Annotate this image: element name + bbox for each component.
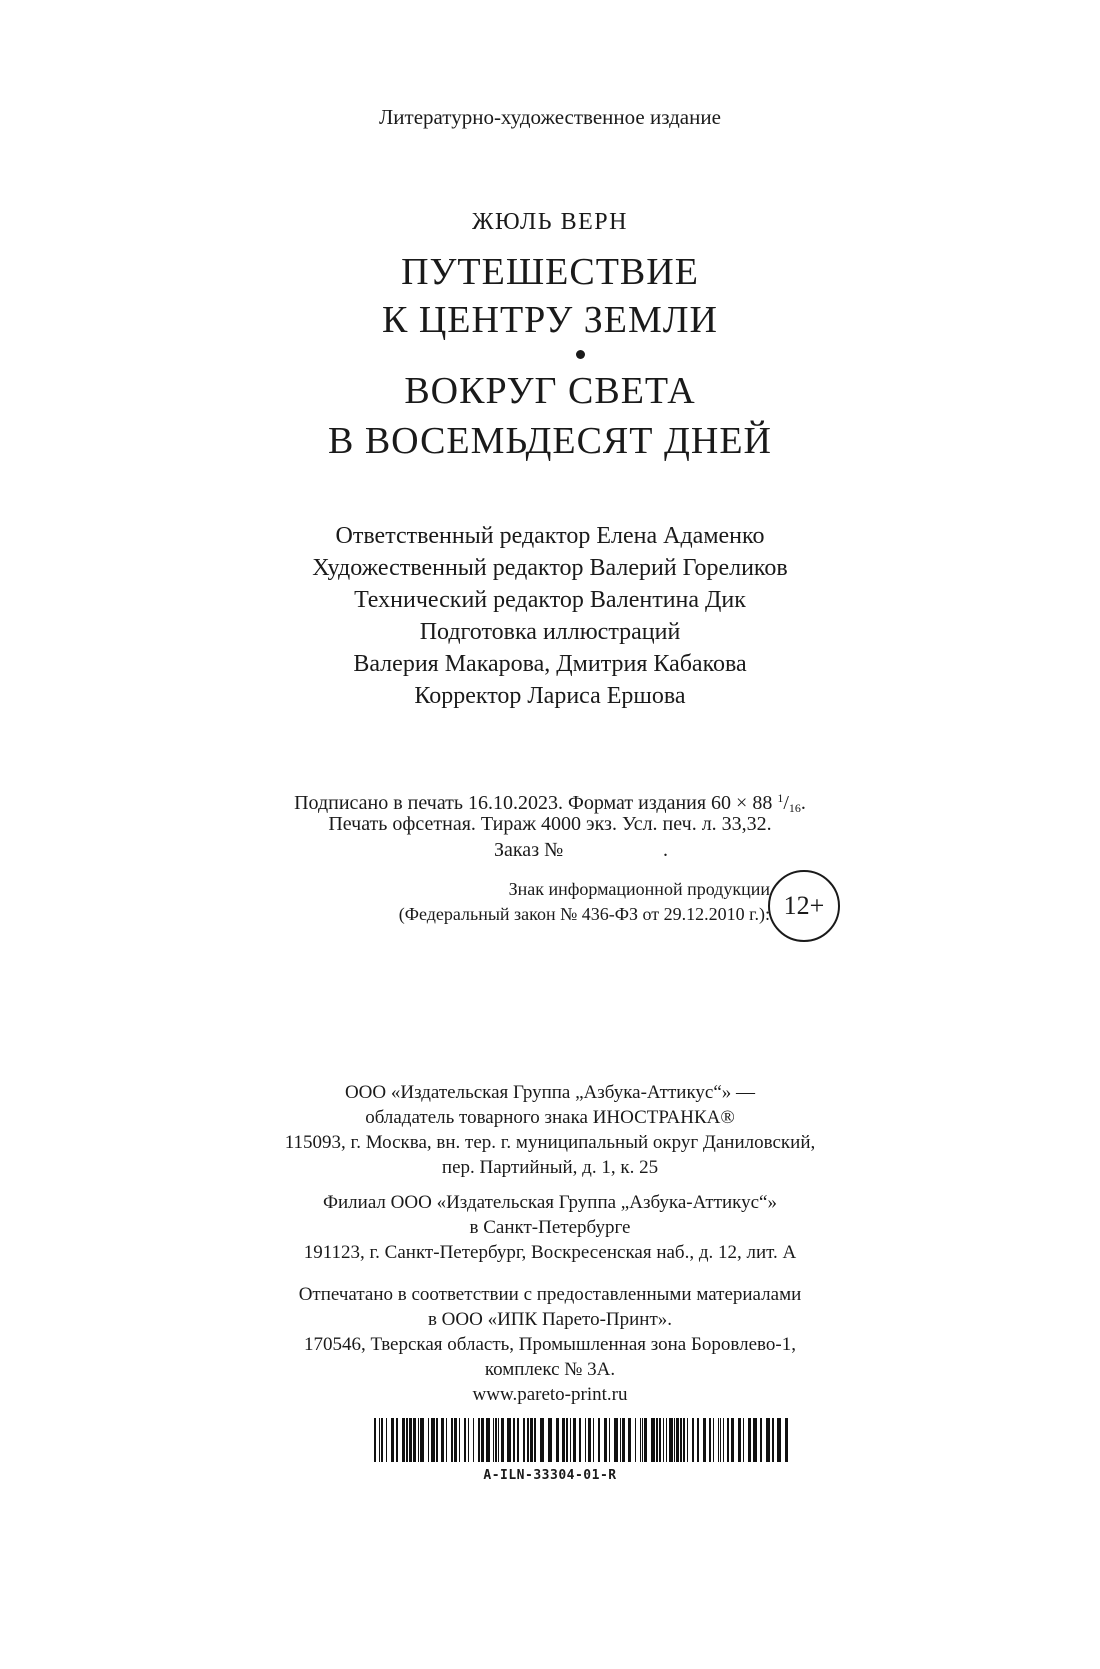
barcode-bar — [418, 1418, 419, 1462]
barcode-bar — [620, 1418, 621, 1462]
barcode-bar — [570, 1418, 571, 1462]
barcode-bar — [566, 1418, 568, 1462]
barcode-bar — [697, 1418, 699, 1462]
barcode-bar — [666, 1418, 667, 1462]
barcode-bar — [585, 1418, 586, 1462]
barcode-bar — [777, 1418, 781, 1462]
barcode-bar — [428, 1418, 429, 1462]
barcode-bar — [374, 1418, 376, 1462]
barcode-bar — [674, 1418, 675, 1462]
barcode-bar — [513, 1418, 515, 1462]
imprint-print-line: Печать офсетная. Тираж 4000 экз. Усл. печ. л. 33,32. — [328, 813, 772, 835]
barcode-bar — [495, 1418, 497, 1462]
barcode-bar — [760, 1418, 762, 1462]
barcode-bar — [692, 1418, 694, 1462]
barcode-bar — [748, 1418, 751, 1462]
barcode-bar — [628, 1418, 631, 1462]
barcode-bar — [493, 1418, 494, 1462]
credit-line: Подготовка иллюстраций — [419, 619, 681, 645]
barcode-bar — [396, 1418, 398, 1462]
barcode-bar — [406, 1418, 408, 1462]
credit-line: Ответственный редактор Елена Адаменко — [335, 523, 765, 549]
barcode-bar — [772, 1418, 774, 1462]
publisher-line: 115093, г. Москва, вн. тер. г. муниципальный округ Даниловский, — [284, 1132, 816, 1153]
title-separator-dot — [576, 350, 585, 359]
barcode-bar — [481, 1418, 484, 1462]
genre-line: Литературно-художественное издание — [379, 105, 721, 129]
barcode-bar — [635, 1418, 636, 1462]
title-first-work — [0, 248, 1100, 344]
barcode-bar — [431, 1418, 435, 1462]
barcode-bar — [640, 1418, 641, 1462]
barcode-bar — [436, 1418, 438, 1462]
barcode-bar — [766, 1418, 770, 1462]
barcode-bar — [530, 1418, 533, 1462]
credits-block — [0, 520, 1100, 712]
credit-line: Корректор Лариса Ершова — [414, 683, 686, 709]
printer-line: 170546, Тверская область, Промышленная зона Боровлево-1, — [304, 1334, 796, 1355]
barcode-bar — [527, 1418, 529, 1462]
branch-block — [0, 1190, 1100, 1265]
printer-line: комплекс № 3А. — [484, 1359, 616, 1380]
barcode-bar — [454, 1418, 457, 1462]
barcode-bar — [579, 1418, 581, 1462]
barcode-bar — [441, 1418, 444, 1462]
barcode-bar — [498, 1418, 499, 1462]
format-denominator: 16 — [788, 801, 801, 815]
barcode-bar — [486, 1418, 490, 1462]
barcode-bar — [464, 1418, 466, 1462]
printer-block — [0, 1282, 1100, 1407]
title-second-line-2: В ВОСЕМЬДЕСЯТ ДНЕЙ — [327, 420, 773, 462]
barcode-bar — [451, 1418, 453, 1462]
barcode-bar — [609, 1418, 610, 1462]
barcode-bar — [573, 1418, 576, 1462]
format-end: . — [800, 792, 806, 814]
barcode-bar — [720, 1418, 721, 1462]
barcode-bar — [379, 1418, 380, 1462]
barcode-bar — [785, 1418, 788, 1462]
barcode-bar — [659, 1418, 661, 1462]
barcode-bar — [478, 1418, 480, 1462]
barcode-bar — [598, 1418, 600, 1462]
barcode-bar — [738, 1418, 741, 1462]
barcode-bar — [562, 1418, 565, 1462]
barcode-bar — [727, 1418, 729, 1462]
barcode-bar — [507, 1418, 511, 1462]
age-rating-badge: 12+ — [768, 870, 840, 942]
branch-line: в Санкт-Петербурге — [469, 1217, 631, 1238]
title-second-work — [0, 366, 1100, 466]
printer-website: www.pareto-print.ru — [472, 1384, 628, 1405]
barcode-caption: A-ILN-33304-01-R — [483, 1468, 617, 1483]
age-sign-line-2: (Федеральный закон № 436-ФЗ от 29.12.2010 г.): — [398, 904, 770, 924]
publisher-line: пер. Партийный, д. 1, к. 25 — [441, 1157, 659, 1178]
barcode-bar — [468, 1418, 469, 1462]
format-numerator: 1 — [777, 791, 784, 805]
barcode — [372, 1418, 792, 1462]
barcode-bar — [517, 1418, 519, 1462]
imprint-signed-text: Подписано в печать 16.10.2023. Формат издания 60 × 88 — [294, 792, 773, 814]
branch-line: Филиал ООО «Издательская Группа „Азбука-Аттикус“» — [323, 1192, 777, 1213]
barcode-bar — [718, 1418, 719, 1462]
barcode-bar — [683, 1418, 685, 1462]
barcode-bar — [381, 1418, 383, 1462]
printer-line: в ООО «ИПК Парето-Принт». — [427, 1309, 673, 1330]
barcode-bar — [713, 1418, 714, 1462]
credit-line: Валерия Макарова, Дмитрия Кабакова — [353, 651, 747, 677]
barcode-bar — [386, 1418, 387, 1462]
format-slash: / — [783, 792, 789, 814]
barcode-bar — [501, 1418, 504, 1462]
title-second-line-1: ВОКРУГ СВЕТА — [404, 370, 696, 412]
title-first-line-2: К ЦЕНТРУ ЗЕМЛИ — [382, 299, 718, 341]
publisher-line: обладатель товарного знака ИНОСТРАНКА® — [365, 1107, 735, 1128]
barcode-bar — [391, 1418, 394, 1462]
barcode-bar — [723, 1418, 724, 1462]
barcode-bar — [709, 1418, 711, 1462]
order-end: . — [663, 839, 668, 861]
barcode-bar — [644, 1418, 647, 1462]
barcode-bar — [540, 1418, 544, 1462]
barcode-bar — [446, 1418, 447, 1462]
printer-line: Отпечатано в соответствии с предоставленными материалами — [298, 1284, 802, 1305]
publisher-line: ООО «Издательская Группа „Азбука-Аттикус“» — — [344, 1082, 756, 1103]
barcode-bar — [680, 1418, 682, 1462]
barcode-bar — [473, 1418, 474, 1462]
barcode-bar — [459, 1418, 460, 1462]
barcode-bar — [523, 1418, 525, 1462]
age-sign-line-1: Знак информационной продукции — [508, 879, 770, 899]
barcode-bar — [743, 1418, 744, 1462]
barcode-bar — [753, 1418, 757, 1462]
branch-line: 191123, г. Санкт-Петербург, Воскресенская наб., д. 12, лит. А — [303, 1242, 797, 1263]
barcode-bar — [420, 1418, 424, 1462]
barcode-bar — [687, 1418, 688, 1462]
barcode-bar — [588, 1418, 591, 1462]
barcode-bar — [622, 1418, 625, 1462]
barcode-bar — [593, 1418, 594, 1462]
author-name: ЖЮЛЬ ВЕРН — [472, 209, 628, 235]
barcode-bar — [676, 1418, 679, 1462]
barcode-bar — [642, 1418, 643, 1462]
title-first-line-1: ПУТЕШЕСТВИЕ — [401, 251, 699, 293]
barcode-bar — [731, 1418, 734, 1462]
barcode-bar — [651, 1418, 655, 1462]
credit-line: Художественный редактор Валерий Гореликов — [312, 555, 788, 581]
barcode-bar — [413, 1418, 416, 1462]
publisher-block — [0, 1080, 1100, 1180]
age-sign-text — [300, 877, 770, 927]
barcode-bar — [409, 1418, 412, 1462]
barcode-bar — [556, 1418, 559, 1462]
barcode-bar — [604, 1418, 607, 1462]
barcode-bar — [548, 1418, 552, 1462]
barcode-bar — [663, 1418, 664, 1462]
barcode-bar — [534, 1418, 536, 1462]
barcode-bar — [669, 1418, 673, 1462]
barcode-bar — [656, 1418, 658, 1462]
barcode-bar — [703, 1418, 706, 1462]
order-label: Заказ № — [494, 839, 564, 861]
barcode-bar — [614, 1418, 618, 1462]
credit-line: Технический редактор Валентина Дик — [354, 587, 746, 613]
barcode-bar — [402, 1418, 405, 1462]
